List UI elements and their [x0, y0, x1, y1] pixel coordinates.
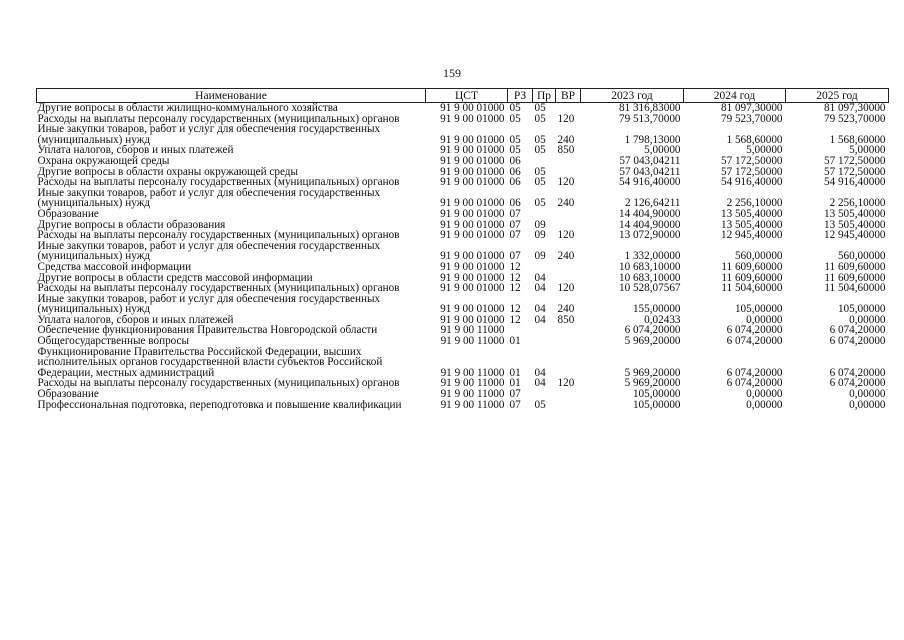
table-header-row	[37, 89, 889, 103]
cell-y2023: 155,00000	[632, 303, 681, 316]
cell-y2025: 6 074,20000	[829, 324, 886, 337]
cell-y2023: 57 043,04211	[619, 165, 681, 178]
cell-cst: 91 9 00 01000	[440, 102, 505, 114]
cell-y2024: 105,00000	[734, 303, 783, 316]
cell-rz: 12	[509, 313, 521, 326]
cell-y2023: 6 074,20000	[624, 324, 681, 337]
cell-rz: 05	[509, 144, 521, 157]
cell-name: Уплата налогов, сборов и иных платежей	[37, 144, 234, 157]
cell-y2023: 14 404,90000	[618, 207, 681, 220]
cell-cst: 91 9 00 11000	[440, 398, 505, 411]
cell-y2025: 12 945,40000	[823, 229, 886, 242]
cell-cst: 91 9 00 01000	[440, 260, 505, 273]
cell-vr: 120	[557, 176, 575, 189]
cell-vr	[556, 325, 581, 336]
cell-name: Образование	[37, 388, 99, 401]
cell-y2025: 1 568,60000	[829, 133, 886, 146]
cell-name: Расходы на выплаты персоналу государственных (муниципальных) органов	[37, 229, 400, 242]
cell-rz: 01	[509, 335, 521, 348]
cell-name: Другие вопросы в области охраны окружающей среды	[37, 165, 299, 178]
cell-y2025: 6 074,20000	[829, 366, 886, 379]
cell-y2023: 81 316,83000	[618, 102, 681, 114]
cell-y2023: 10 683,10000	[618, 271, 681, 284]
cell-rz: 06	[509, 176, 521, 189]
cell-cst: 91 9 00 01000	[440, 112, 505, 125]
cell-pr: 04	[534, 366, 546, 379]
cell-y2025: 2 256,10000	[829, 197, 886, 210]
cell-rz: 07	[509, 218, 521, 231]
cell-pr: 04	[534, 313, 546, 326]
cell-y2024: 6 074,20000	[726, 324, 783, 337]
cell-vr	[556, 347, 581, 379]
cell-y2025: 79 523,70000	[823, 112, 886, 125]
cell-name: Охрана окружающей среды	[37, 154, 170, 167]
table-row	[37, 347, 889, 379]
cell-y2025: 11 609,60000	[824, 271, 886, 284]
cell-name: Иные закупки товаров, работ и услуг для обеспечения государственных (муниципальных) нужд	[37, 239, 381, 263]
cell-y2023: 0,02433	[644, 313, 681, 326]
cell-rz: 06	[509, 165, 521, 178]
cell-name: Другие вопросы в области образования	[37, 218, 226, 231]
cell-name: Иные закупки товаров, работ и услуг для обеспечения государственных (муниципальных) нужд	[37, 123, 381, 146]
cell-cst: 91 9 00 01000	[440, 313, 505, 326]
cell-pr: 05	[534, 102, 546, 114]
cell-vr	[556, 156, 581, 167]
header-2024: 2024 год	[684, 89, 786, 103]
cell-rz: 07	[509, 250, 521, 263]
cell-vr: 120	[557, 282, 575, 295]
cell-pr	[533, 156, 556, 167]
cell-y2023: 14 404,90000	[618, 218, 681, 231]
cell-y2025: 6 074,20000	[829, 335, 886, 348]
cell-vr: 120	[557, 112, 575, 125]
cell-pr: 09	[534, 250, 546, 263]
cell-vr	[556, 400, 581, 411]
header-name: Наименование	[37, 89, 426, 103]
cell-vr: 850	[557, 313, 575, 326]
cell-pr: 05	[534, 133, 546, 146]
cell-cst: 91 9 00 11000	[440, 388, 505, 401]
cell-y2023: 79 513,70000	[618, 112, 681, 125]
cell-pr	[533, 262, 556, 273]
cell-name: Функционирование Правительства Российской Федерации, высших исполнительных органов государственной власти субъектов Российской Федерации, местных администраций	[37, 345, 383, 379]
cell-cst: 91 9 00 01000	[440, 229, 505, 242]
cell-pr: 04	[534, 282, 546, 295]
cell-y2023: 10 683,10000	[618, 260, 681, 273]
header-rz: РЗ	[508, 89, 533, 103]
cell-y2023: 54 916,40000	[618, 176, 681, 189]
cell-y2024: 54 916,40000	[720, 176, 783, 189]
cell-y2024: 57 172,50000	[720, 154, 783, 167]
cell-cst: 91 9 00 01000	[440, 250, 505, 263]
cell-y2024: 5,00000	[746, 144, 783, 157]
cell-cst: 91 9 00 01000	[440, 218, 505, 231]
cell-rz: 05	[509, 133, 521, 146]
cell-name: Расходы на выплаты персоналу государственных (муниципальных) органов	[37, 377, 400, 390]
cell-rz: 01	[509, 377, 521, 390]
cell-cst: 91 9 00 11000	[440, 324, 505, 337]
cell-y2023: 2 126,64211	[624, 197, 681, 210]
header-cst: ЦСТ	[426, 89, 508, 103]
cell-name: Обеспечение функционирования Правительства Новгородской области	[37, 324, 378, 337]
cell-y2023: 57 043,04211	[619, 154, 681, 167]
cell-rz: 07	[509, 229, 521, 242]
cell-cst: 91 9 00 01000	[440, 176, 505, 189]
cell-pr: 04	[534, 303, 546, 316]
cell-rz: 05	[509, 112, 521, 125]
cell-name: Другие вопросы в области жилищно-коммунального хозяйства	[37, 102, 338, 114]
cell-vr: 120	[557, 377, 575, 390]
cell-rz: 06	[509, 197, 521, 210]
budget-table	[36, 88, 889, 410]
table-body	[37, 103, 889, 411]
cell-y2025: 5,00000	[849, 144, 886, 157]
cell-name: Другие вопросы в области средств массовой информации	[37, 271, 313, 284]
cell-y2025: 57 172,50000	[823, 165, 886, 178]
table-row	[37, 241, 889, 262]
cell-cst: 91 9 00 01000	[440, 154, 505, 167]
cell-pr: 05	[534, 144, 546, 157]
cell-rz: 07	[509, 207, 521, 220]
cell-y2025: 11 504,60000	[824, 282, 886, 295]
cell-y2024: 6 074,20000	[726, 366, 783, 379]
cell-y2023: 5 969,20000	[624, 335, 681, 348]
cell-cst: 91 9 00 01000	[440, 303, 505, 316]
cell-y2023: 5 969,20000	[624, 366, 681, 379]
cell-cst: 91 9 00 01000	[440, 197, 505, 210]
cell-rz: 07	[509, 388, 521, 401]
cell-pr: 05	[534, 176, 546, 189]
table-row	[37, 294, 889, 315]
table-row	[37, 400, 889, 411]
cell-pr: 04	[534, 271, 546, 284]
table-row	[37, 103, 889, 114]
cell-y2024: 0,00000	[746, 398, 783, 411]
cell-y2024: 11 504,60000	[721, 282, 783, 295]
cell-pr	[533, 336, 556, 347]
header-2025: 2025 год	[786, 89, 889, 103]
cell-y2025: 13 505,40000	[823, 207, 886, 220]
cell-y2025: 57 172,50000	[823, 154, 886, 167]
cell-rz: 12	[509, 282, 521, 295]
cell-name: Уплата налогов, сборов и иных платежей	[37, 313, 234, 326]
cell-y2024: 6 074,20000	[726, 335, 783, 348]
cell-rz: 12	[509, 260, 521, 273]
cell-y2024: 2 256,10000	[726, 197, 783, 210]
cell-pr	[533, 325, 556, 336]
cell-y2024: 13 505,40000	[720, 207, 783, 220]
cell-cst: 91 9 00 01000	[440, 133, 505, 146]
header-vr: ВР	[556, 89, 581, 103]
cell-pr	[533, 209, 556, 220]
cell-y2024: 6 074,20000	[726, 377, 783, 390]
cell-pr: 05	[534, 165, 546, 178]
cell-name: Образование	[37, 207, 99, 220]
cell-pr: 04	[534, 377, 546, 390]
cell-y2023: 1 798,13000	[624, 133, 681, 146]
page-number: 159	[443, 66, 461, 80]
cell-y2024: 11 609,60000	[721, 260, 783, 273]
table-row	[37, 124, 889, 145]
cell-y2025: 0,00000	[849, 398, 886, 411]
cell-vr: 240	[557, 250, 575, 263]
cell-rz: 06	[509, 154, 521, 167]
cell-y2025: 54 916,40000	[823, 176, 886, 189]
table-row	[37, 156, 889, 167]
cell-y2024: 1 568,60000	[726, 133, 783, 146]
cell-cst: 91 9 00 01000	[440, 282, 505, 295]
cell-vr	[556, 209, 581, 220]
cell-rz: 05	[509, 102, 521, 114]
cell-y2023: 10 528,07567	[618, 282, 681, 295]
cell-name: Расходы на выплаты персоналу государственных (муниципальных) органов	[37, 176, 400, 189]
cell-cst: 91 9 00 01000	[440, 165, 505, 178]
cell-y2025: 560,00000	[837, 250, 886, 263]
cell-y2023: 5,00000	[644, 144, 681, 157]
cell-y2024: 11 609,60000	[721, 271, 783, 284]
cell-y2024: 0,00000	[746, 388, 783, 401]
cell-name: Средства массовой информации	[37, 260, 192, 273]
cell-y2024: 560,00000	[734, 250, 783, 263]
cell-name: Расходы на выплаты персоналу государственных (муниципальных) органов	[37, 112, 400, 125]
cell-name: Иные закупки товаров, работ и услуг для обеспечения государственных (муниципальных) нужд	[37, 186, 381, 210]
cell-cst: 91 9 00 01000	[440, 271, 505, 284]
cell-y2024: 79 523,70000	[720, 112, 783, 125]
cell-vr	[556, 103, 581, 114]
cell-cst: 91 9 00 11000	[440, 335, 505, 348]
cell-y2025: 81 097,30000	[823, 102, 886, 114]
table-row	[37, 262, 889, 273]
cell-y2023: 5 969,20000	[624, 377, 681, 390]
cell-cst: 91 9 00 01000	[440, 207, 505, 220]
cell-rz: 07	[509, 398, 521, 411]
table-row	[37, 188, 889, 209]
header-pr: Пр	[533, 89, 556, 103]
cell-name: Расходы на выплаты персоналу государственных (муниципальных) органов	[37, 282, 400, 295]
cell-rz: 12	[509, 303, 521, 316]
cell-name: Общегосударственные вопросы	[37, 335, 190, 348]
cell-pr: 09	[534, 229, 546, 242]
cell-y2023: 1 332,00000	[624, 250, 681, 263]
cell-vr: 240	[557, 303, 575, 316]
cell-vr	[556, 262, 581, 273]
cell-y2024: 57 172,50000	[720, 165, 783, 178]
cell-y2025: 11 609,60000	[824, 260, 886, 273]
cell-name: Профессиональная подготовка, переподготовка и повышение квалификации	[37, 398, 402, 411]
header-2023: 2023 год	[581, 89, 684, 103]
cell-y2024: 12 945,40000	[720, 229, 783, 242]
cell-vr: 120	[557, 229, 575, 242]
cell-cst: 91 9 00 11000	[440, 366, 505, 379]
cell-y2025: 13 505,40000	[823, 218, 886, 231]
cell-rz: 12	[509, 271, 521, 284]
cell-y2023: 13 072,90000	[618, 229, 681, 242]
cell-rz: 01	[509, 366, 521, 379]
cell-y2025: 0,00000	[849, 388, 886, 401]
cell-y2023: 105,00000	[632, 398, 681, 411]
cell-pr: 05	[534, 112, 546, 125]
cell-y2025: 6 074,20000	[829, 377, 886, 390]
cell-cst: 91 9 00 01000	[440, 144, 505, 157]
cell-y2024: 13 505,40000	[720, 218, 783, 231]
cell-y2023: 105,00000	[632, 388, 681, 401]
cell-pr: 09	[534, 218, 546, 231]
cell-name: Иные закупки товаров, работ и услуг для обеспечения государственных (муниципальных) нужд	[37, 292, 381, 316]
cell-y2024: 0,00000	[746, 313, 783, 326]
cell-y2024: 81 097,30000	[720, 102, 783, 114]
cell-y2025: 0,00000	[849, 313, 886, 326]
table-row	[37, 209, 889, 220]
cell-vr: 240	[557, 197, 575, 210]
cell-cst: 91 9 00 11000	[440, 377, 505, 390]
cell-y2025: 105,00000	[837, 303, 886, 316]
cell-pr: 05	[534, 197, 546, 210]
cell-vr: 240	[557, 133, 575, 146]
cell-vr: 850	[557, 144, 575, 157]
cell-pr: 05	[534, 398, 546, 411]
cell-vr	[556, 389, 581, 400]
cell-vr	[556, 336, 581, 347]
